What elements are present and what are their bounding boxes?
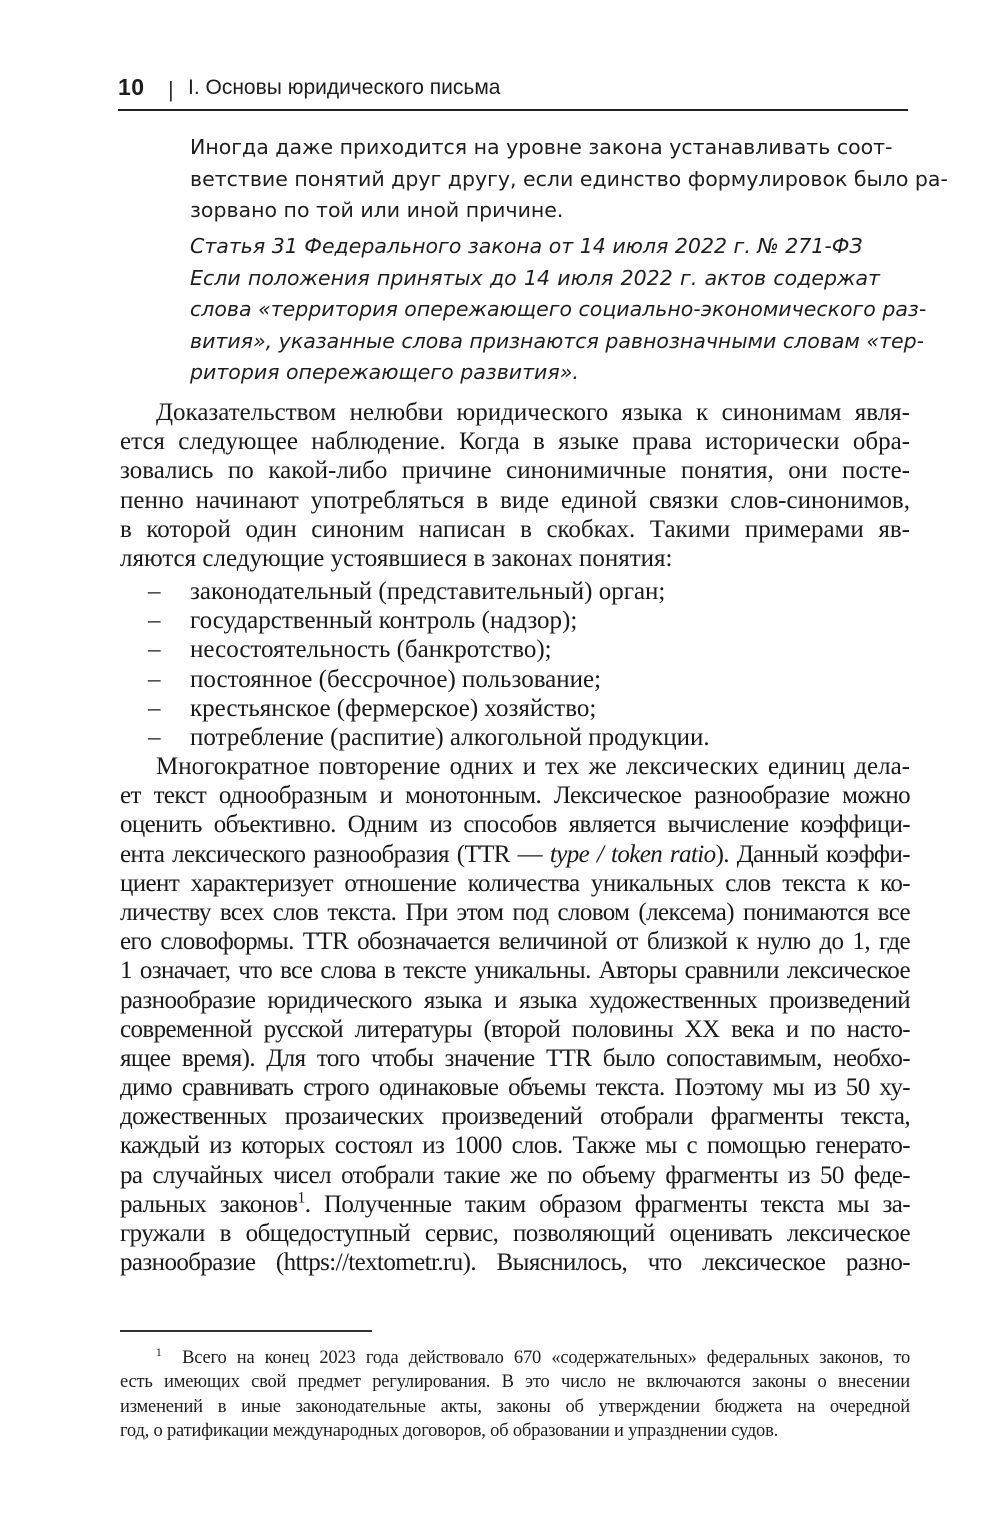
quote-line: слова «территория опережающего социально-экономического раз- xyxy=(190,297,927,321)
list-item xyxy=(120,694,910,723)
paragraph-line: современной русской литературы (второй половины XX века и по насто- xyxy=(120,1015,910,1043)
list-item xyxy=(120,577,910,606)
paragraph-line: в которой один синоним написан в скобках. Такими примерами яв- xyxy=(120,515,910,543)
paragraph-line: димо сравнивать строго одинаковые объемы текста. Поэтому мы из 50 ху- xyxy=(120,1074,910,1102)
text-fragment: . Полученные таким образом фрагменты текста мы за- xyxy=(304,1190,910,1218)
running-header xyxy=(118,74,908,114)
list-dash: – xyxy=(148,665,161,693)
quote-line: ритория опережающего развития». xyxy=(190,360,579,384)
list-item-text: постоянное (бессрочное) пользование; xyxy=(190,665,602,693)
paragraph-line: ется следующее наблюдение. Когда в языке права исторически обра- xyxy=(120,428,910,456)
paragraph-line: Многократное повторение одних и тех же лексических единиц дела- xyxy=(156,753,910,780)
intro-paragraph xyxy=(190,132,948,227)
paragraph-line: разнообразие (https://textometr.ru). Выяснилось, что лексическое разно- xyxy=(120,1249,910,1277)
paragraph-line xyxy=(120,1190,910,1219)
quote-line: Если положения принятых до 14 июля 2022 г. актов содержат xyxy=(190,265,880,290)
paragraph-line: его словоформы. TTR обозначается величиной от близкой к нулю до 1, где xyxy=(120,928,910,956)
paragraph-line: зовались по какой-либо причине синонимичные понятия, они посте- xyxy=(120,457,910,485)
footnote-line: есть имеющих свой предмет регулирования. В это число не включаются законы о внесении xyxy=(120,1372,910,1393)
synonym-list xyxy=(120,577,910,752)
paragraph-line: дожественных прозаических произведений отобрали фрагменты текста, xyxy=(120,1103,910,1131)
list-item xyxy=(120,606,910,635)
intro-line: зорвано по той или иной причине. xyxy=(190,198,564,222)
header-separator: | xyxy=(168,77,174,102)
chapter-title: I. Основы юридического письма xyxy=(188,76,501,99)
text-fragment: ). Данный коэффи- xyxy=(715,840,910,868)
footnote-ref[interactable]: 1 xyxy=(297,1189,305,1207)
list-item-text: несостоятельность (банкротство); xyxy=(190,636,552,664)
list-item xyxy=(120,723,910,752)
intro-line: Иногда даже приходится на уровне закона устанавливать соот- xyxy=(190,135,893,159)
list-item xyxy=(120,665,910,694)
paragraph-line: ящее время). Для того чтобы значение TTR было сопоставимым, необхо- xyxy=(120,1044,910,1072)
paragraph-line: оценить объективно. Одним из способов является вычисление коэффици- xyxy=(120,811,910,839)
list-item-text: крестьянское (фермерское) хозяйство; xyxy=(190,694,597,722)
synonyms-paragraph xyxy=(120,398,910,573)
paragraph-line: ляются следующие устоявшиеся в законах понятия: xyxy=(120,545,673,573)
list-item xyxy=(120,635,910,664)
list-item-text: потребление (распитие) алкогольной продукции. xyxy=(190,723,710,751)
text-fragment: ральных законов xyxy=(120,1190,298,1218)
italic-term: type / token ratio xyxy=(549,840,716,868)
footnote-text: Всего на конец 2023 года действовало 670 «содержательных» федеральных законов, то xyxy=(182,1348,911,1368)
footnote-rule xyxy=(120,1330,372,1332)
list-dash: – xyxy=(148,578,161,605)
paragraph-line: пенно начинают употребляться в виде единой связки слов-синонимов, xyxy=(120,486,910,514)
text-fragment: ента лексического разнообразия (TTR — xyxy=(120,840,550,868)
header-rule xyxy=(118,109,908,111)
paragraph-line: Доказательством нелюбви юридического языка к синонимам явля- xyxy=(156,399,910,426)
footnote xyxy=(120,1346,910,1444)
paragraph-line: личеству всех слов текста. При этом под словом (лексема) понимаются все xyxy=(120,898,910,926)
footnote-marker: 1 xyxy=(156,1346,162,1359)
ttr-paragraph xyxy=(120,752,910,1277)
list-dash: – xyxy=(148,723,161,751)
list-dash: – xyxy=(148,694,161,722)
quote-line: вития», указанные слова признаются равнозначными словам «тер- xyxy=(190,328,924,353)
paragraph-line xyxy=(120,840,910,869)
footnote-line xyxy=(120,1346,910,1370)
quote-title: Статья 31 Федерального закона от 14 июля 2022 г. № 271-ФЗ xyxy=(190,234,863,258)
law-quote xyxy=(190,231,927,389)
paragraph-line: разнообразие юридического языка и языка художественных произведений xyxy=(120,986,910,1014)
list-dash: – xyxy=(148,607,161,635)
footnote-line: год, о ратификации международных договоров, об образовании и упразднении судов. xyxy=(120,1421,779,1442)
page-number: 10 xyxy=(118,74,145,100)
list-item-text: государственный контроль (надзор); xyxy=(190,607,578,635)
list-item-text: законодательный (представительный) орган; xyxy=(190,578,666,605)
paragraph-line: 1 означает, что все слова в тексте уникальны. Авторы сравнили лексическое xyxy=(120,957,910,985)
paragraph-line: циент характеризует отношение количества уникальных слов текста к ко- xyxy=(120,869,910,897)
paragraph-line: ет текст однообразным и монотонным. Лексическое разнообразие можно xyxy=(120,782,910,810)
paragraph-line: гружали в общедоступный сервис, позволяющий оценивать лексическое xyxy=(120,1220,910,1247)
footnote-line: изменений в иные законодательные акты, законы об утверждении бюджета на очередной xyxy=(120,1396,910,1417)
intro-line: ветствие понятий друг другу, если единство формулировок было ра- xyxy=(190,166,948,191)
paragraph-line: каждый из которых состоял из 1000 слов. Также мы с помощью генерато- xyxy=(120,1132,910,1160)
paragraph-line: ра случайных чисел отобрали такие же по объему фрагменты из 50 феде- xyxy=(120,1161,910,1189)
list-dash: – xyxy=(148,636,161,664)
